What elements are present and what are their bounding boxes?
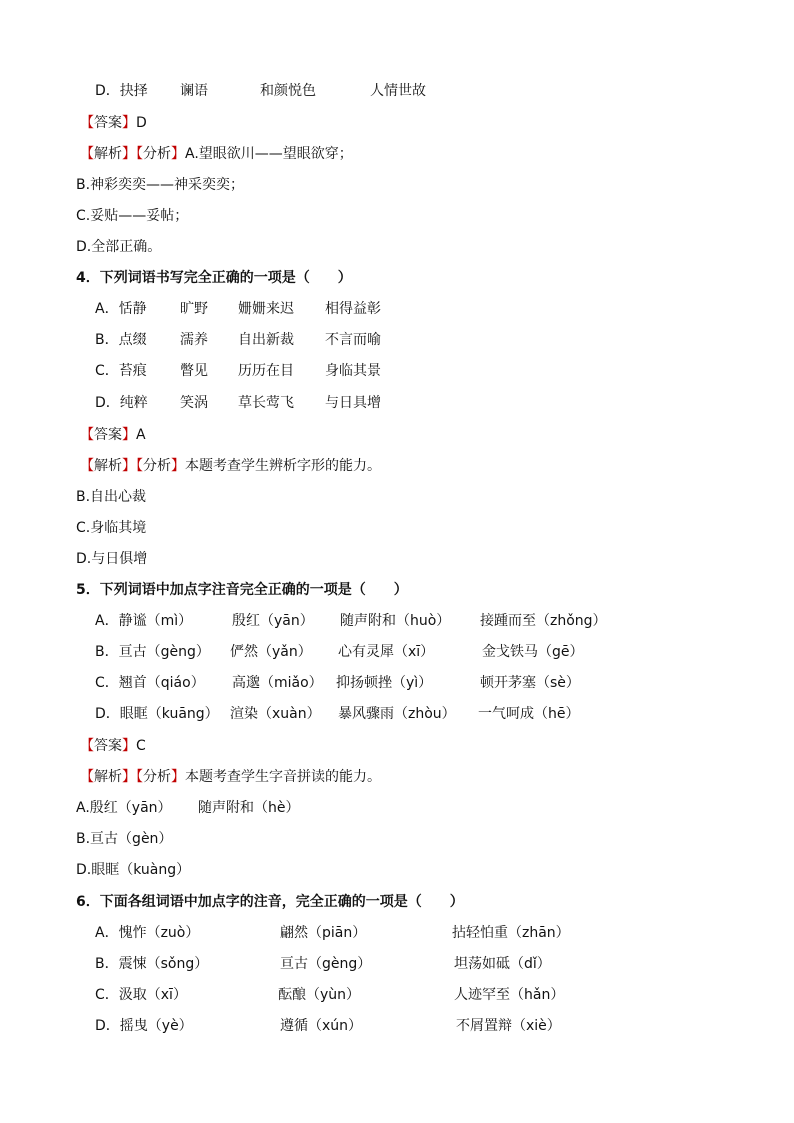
bracket: 】 bbox=[122, 115, 136, 131]
option-word: 自出新裁 bbox=[238, 332, 294, 348]
q3-analysis bbox=[80, 144, 353, 164]
option-label: D．摇曳（yè） bbox=[95, 1018, 193, 1034]
option-word: 谰语 bbox=[180, 83, 208, 99]
option-word: 高邈（miǎo） bbox=[232, 675, 323, 691]
answer-tag: 答案 bbox=[94, 738, 122, 754]
q4-answer bbox=[80, 425, 146, 445]
bracket: 【 bbox=[80, 115, 94, 131]
option-word: 姗姗来迟 bbox=[238, 301, 294, 317]
option-word: 人情世故 bbox=[370, 83, 426, 99]
bracket: 【 bbox=[136, 146, 143, 162]
option-word: 草长莺飞 bbox=[238, 395, 294, 411]
answer-value: D bbox=[136, 115, 147, 131]
option-word: 笑涡 bbox=[180, 395, 208, 411]
analysis-sub-tag: 分析 bbox=[143, 146, 171, 162]
option-label: A．静谧（mì） bbox=[95, 613, 193, 629]
bracket: 【 bbox=[136, 458, 143, 474]
option-label: B．亘古（gèng） bbox=[95, 644, 210, 660]
bracket: 】 bbox=[171, 769, 185, 785]
analysis-line: D.与日俱增 bbox=[76, 551, 148, 567]
bracket: 【 bbox=[80, 458, 94, 474]
note-word: 随声附和（hè） bbox=[198, 800, 300, 816]
q3-answer bbox=[80, 113, 147, 133]
bracket: 【 bbox=[80, 738, 94, 754]
bracket: 】 bbox=[171, 146, 185, 162]
analysis-text: 本题考查学生字音拼读的能力。 bbox=[185, 769, 381, 785]
answer-tag: 答案 bbox=[94, 427, 122, 443]
option-word: 不屑置辩（xiè） bbox=[456, 1018, 561, 1034]
option-word: 殷红（yān） bbox=[232, 613, 314, 629]
option-word: 坦荡如砥（dǐ） bbox=[454, 956, 551, 972]
option-word: 遵循（xún） bbox=[280, 1018, 363, 1034]
bracket: 】 bbox=[122, 769, 136, 785]
option-word: 俨然（yǎn） bbox=[230, 644, 312, 660]
analysis-line: B.神彩奕奕——神采奕奕； bbox=[76, 177, 245, 193]
option-label: D．眼眶（kuāng） bbox=[95, 706, 219, 722]
option-label: B．点缀 bbox=[95, 332, 147, 348]
option-word: 顿开茅塞（sè） bbox=[480, 675, 580, 691]
option-word: 人迹罕至（hǎn） bbox=[454, 987, 565, 1003]
option-word: 不言而喻 bbox=[325, 332, 381, 348]
bracket: 【 bbox=[80, 769, 94, 785]
option-word: 历历在目 bbox=[238, 363, 294, 379]
option-label: D．抉择 bbox=[95, 83, 148, 99]
question-stem: 5．下列词语中加点字注音完全正确的一项是（ ） bbox=[76, 582, 408, 598]
q4-analysis bbox=[80, 456, 381, 476]
analysis-tag: 解析 bbox=[94, 458, 122, 474]
option-word: 旷野 bbox=[180, 301, 208, 317]
note-word: A.殷红（yān） bbox=[76, 800, 172, 816]
option-word: 身临其景 bbox=[325, 363, 381, 379]
analysis-line: B.亘古（gèn） bbox=[76, 831, 173, 847]
option-word: 抑扬顿挫（yì） bbox=[336, 675, 433, 691]
option-label: A．愧怍（zuò） bbox=[95, 925, 200, 941]
option-label: A．恬静 bbox=[95, 301, 147, 317]
option-word: 心有灵犀（xī） bbox=[338, 644, 435, 660]
analysis-text: 本题考查学生辨析字形的能力。 bbox=[185, 458, 381, 474]
option-word: 一气呵成（hē） bbox=[478, 706, 580, 722]
bracket: 】 bbox=[122, 458, 136, 474]
option-label: B．震悚（sǒng） bbox=[95, 956, 209, 972]
q5-answer bbox=[80, 736, 146, 756]
option-word: 渲染（xuàn） bbox=[230, 706, 321, 722]
question-stem: 4．下列词语书写完全正确的一项是（ ） bbox=[76, 270, 352, 286]
answer-value: A bbox=[136, 427, 146, 443]
bracket: 】 bbox=[122, 427, 136, 443]
option-word: 瞥见 bbox=[180, 363, 208, 379]
option-word: 金戈铁马（gē） bbox=[482, 644, 584, 660]
answer-tag: 答案 bbox=[94, 115, 122, 131]
option-word: 相得益彰 bbox=[325, 301, 381, 317]
option-word: 拈轻怕重（zhān） bbox=[452, 925, 570, 941]
bracket: 】 bbox=[122, 146, 136, 162]
analysis-tag: 解析 bbox=[94, 769, 122, 785]
option-word: 和颜悦色 bbox=[260, 83, 316, 99]
option-word: 亘古（gèng） bbox=[280, 956, 372, 972]
bracket: 【 bbox=[80, 427, 94, 443]
bracket: 【 bbox=[136, 769, 143, 785]
analysis-line: C.妥贴——妥帖； bbox=[76, 208, 189, 224]
option-label: C．翘首（qiáo） bbox=[95, 675, 205, 691]
analysis-line: D.眼眶（kuàng） bbox=[76, 862, 191, 878]
option-word: 接踵而至（zhǒng） bbox=[480, 613, 607, 629]
bracket: 【 bbox=[80, 146, 94, 162]
question-stem: 6．下面各组词语中加点字的注音，完全正确的一项是（ ） bbox=[76, 894, 464, 910]
analysis-sub-tag: 分析 bbox=[143, 458, 171, 474]
q5-analysis bbox=[80, 767, 381, 787]
bracket: 】 bbox=[122, 738, 136, 754]
option-word: 翩然（piān） bbox=[280, 925, 367, 941]
analysis-line: B.自出心裁 bbox=[76, 489, 147, 505]
analysis-tag: 解析 bbox=[94, 146, 122, 162]
option-word: 与日具增 bbox=[325, 395, 381, 411]
analysis-text: A.望眼欲川——望眼欲穿； bbox=[185, 146, 353, 162]
option-word: 濡养 bbox=[180, 332, 208, 348]
option-label: C．汲取（xī） bbox=[95, 987, 187, 1003]
option-word: 随声附和（huò） bbox=[340, 613, 451, 629]
option-word: 酝酿（yùn） bbox=[278, 987, 361, 1003]
answer-value: C bbox=[136, 738, 146, 754]
bracket: 】 bbox=[171, 458, 185, 474]
option-label: C．苔痕 bbox=[95, 363, 147, 379]
analysis-line: C.身临其境 bbox=[76, 520, 147, 536]
option-word: 暴风骤雨（zhòu） bbox=[338, 706, 456, 722]
option-label: D．纯粹 bbox=[95, 395, 148, 411]
analysis-sub-tag: 分析 bbox=[143, 769, 171, 785]
analysis-line: D.全部正确。 bbox=[76, 239, 162, 255]
